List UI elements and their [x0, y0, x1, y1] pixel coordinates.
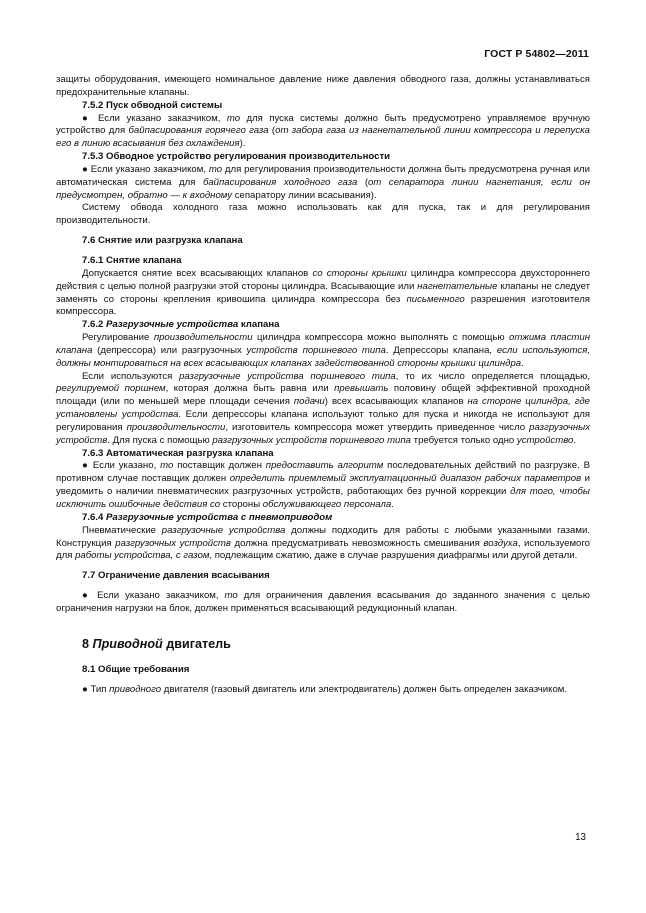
italic-text: производительности: [153, 332, 253, 344]
italic-text: Разгрузочные устройства: [106, 319, 239, 331]
italic-text: на стороне цилиндра, где установлены устройства: [56, 396, 590, 421]
text-run: 7.6.1 Снятие клапана: [82, 254, 182, 266]
text-run: 7.6 Снятие или разгрузка клапана: [82, 235, 243, 247]
text-run: цилиндра компрессора можно выполнять с помощью: [252, 332, 510, 344]
italic-text: работы устройства, с газом: [75, 550, 210, 562]
text-run: поставщик должен: [173, 460, 266, 472]
italic-text: определить приемлемый эксплуатационный диапазон рабочих параметров: [229, 473, 582, 485]
text-run: половину общей эффективной проходной площади (или по меньшей мере площади сечения: [56, 383, 590, 408]
italic-text: производительности: [126, 421, 226, 433]
text-run: (депрессора) или разгрузочных: [92, 344, 247, 356]
text-run: , подлежащим сжатию, даже в случае разрушения диафрагмы или другой детали.: [209, 550, 578, 562]
italic-text: превышать: [334, 383, 389, 395]
text-run: ● Если указано заказчиком,: [82, 590, 225, 602]
text-run: .: [521, 357, 524, 369]
spacer: [56, 583, 590, 590]
text-run: 8.1 Общие требования: [82, 663, 190, 675]
text-run: , которая должна быть равна или: [165, 383, 335, 395]
italic-text: нагнетательные: [417, 280, 498, 292]
italic-text: отжима пластин клапана: [56, 332, 590, 356]
paragraph: [56, 74, 590, 100]
paragraph: [56, 684, 590, 697]
italic-text: разгрузочных устройств: [115, 537, 231, 549]
text-run: ).: [239, 138, 246, 150]
subsection-heading: [56, 570, 590, 583]
clause-heading: [56, 100, 590, 113]
spacer: [56, 677, 590, 684]
text-run: цилиндра компрессора двухстороннего действия с целью полной разгрузки этой стороны цилиндра. Всасывающие или: [56, 267, 590, 292]
text-run: .: [391, 499, 394, 510]
text-run: должны подходить для работы с любыми указанными газами. Конструкция: [56, 524, 590, 549]
text-run: 7.5.2 Пуск обводной системы: [82, 99, 223, 111]
italic-text: Приводной: [92, 636, 163, 651]
text-run: Регулирование: [82, 332, 154, 344]
text-run: 7.6.2: [82, 319, 107, 331]
italic-text: обслуживающего персонала: [262, 499, 392, 510]
clause-heading: [56, 255, 590, 268]
spacer: [56, 563, 590, 570]
text-run: ● Если указано заказчиком,: [82, 112, 227, 124]
paragraph: [56, 525, 590, 564]
text-run: для пуска системы должно быть предусмотрено управляемое вручную устройство для: [56, 112, 590, 137]
spacer: [56, 616, 590, 636]
text-run: 7.7 Ограничение давления всасывания: [82, 570, 270, 582]
italic-text: воздуха: [483, 537, 518, 549]
clause-heading: [56, 448, 590, 461]
italic-text: то: [226, 112, 241, 124]
text-run: 7.5.3 Обводное устройство регулирования производительности: [82, 151, 391, 163]
paragraph: [56, 268, 590, 319]
paragraph: [56, 202, 590, 228]
italic-text: то: [208, 163, 223, 175]
text-run: защиты оборудования, имеющего номинальное давление ниже давления обводного газа, должны устанавливаться предохранительные клапаны.: [56, 74, 590, 98]
text-run: двигателя (газовый двигатель или электродвигатель) должен быть определен заказчиком.: [161, 683, 568, 695]
italic-text: если используются, должны монтироваться на всех всасывающих клапанах задействованной стороны крышки цилиндра: [56, 344, 590, 369]
text-run: . Для пуска с помощью: [107, 434, 213, 446]
spacer: [56, 248, 590, 255]
document-code: ГОСТ Р 54802—2011: [484, 48, 589, 60]
text-run: для регулирования производительности должна быть предусмотрена ручная или автоматическая система для: [56, 163, 590, 188]
page-body: [56, 74, 590, 696]
italic-text: предоставить алгоритм: [265, 460, 384, 472]
text-run: , изготовитель компрессора может утвердить приведенное число: [225, 421, 530, 433]
text-run: двигатель: [162, 636, 231, 651]
text-run: ) всех всасывающих клапанов: [324, 396, 468, 408]
paragraph: [56, 590, 590, 616]
clause-heading: [56, 512, 590, 525]
text-run: 7.6.4: [82, 511, 107, 523]
text-run: разрешения изготовителя компрессора.: [56, 293, 590, 318]
clause-heading: [56, 151, 590, 164]
text-run: клапаны не следует заменять со стороны крепления кривошипа цилиндра компрессора без: [56, 280, 590, 305]
text-run: Допускается снятие всех всасывающих клапанов: [82, 267, 313, 279]
text-run: ● Если указано заказчиком,: [82, 163, 209, 175]
italic-text: то: [224, 590, 238, 602]
text-run: клапана: [238, 319, 280, 331]
text-run: . Если депрессоры клапана используют только для пуска и никогда не используют для регулирования: [56, 409, 591, 433]
italic-text: разгрузочные устройства: [161, 524, 286, 536]
italic-text: регулируемой поршнем: [56, 383, 166, 395]
italic-text: приводного: [109, 683, 162, 695]
italic-text: подачи: [293, 396, 325, 408]
text-run: , то их число определяется площадью,: [395, 370, 590, 382]
subsection-heading: [56, 664, 590, 677]
italic-text: от сепаратора линии нагнетания, если он предусмотрен, обратно — к входному: [56, 176, 591, 201]
text-run: (: [268, 125, 276, 137]
text-run: и уведомить о наличии пневматических разгрузочных устройств, работающих без ручной коррекции: [56, 473, 591, 498]
spacer: [56, 228, 590, 235]
italic-text: устройство: [516, 434, 574, 446]
text-run: Систему обвода холодного газа можно использовать как для пуска, так и для регулирования производительности.: [56, 202, 590, 227]
italic-text: для того, чтобы исключить ошибочные действия со: [56, 486, 590, 510]
text-run: должна предусматривать невозможность смешивания: [230, 537, 484, 549]
italic-text: разгрузочные устройства поршневого типа: [179, 370, 396, 382]
paragraph: [56, 460, 590, 511]
text-run: ● Если указано,: [82, 460, 161, 472]
page-number: 13: [575, 832, 586, 843]
paragraph: [56, 332, 590, 371]
italic-text: байпасирования горячего газа: [128, 125, 269, 137]
paragraph: [56, 164, 590, 203]
text-run: (: [357, 176, 369, 188]
italic-text: разгрузочных устройств поршневого типа: [212, 434, 412, 446]
text-run: . Депрессоры клапана,: [385, 344, 497, 356]
text-run: Если используются: [82, 370, 180, 382]
italic-text: байпасирования холодного газа: [202, 176, 358, 188]
text-run: для ограничения давления всасывания до заданного значения с целью ограничения нагрузки на блок, должен применяться всасывающий редукционный клапан.: [56, 590, 590, 614]
italic-text: разгрузочных устройств: [56, 421, 590, 446]
text-run: ● Тип: [82, 683, 110, 695]
text-run: сепаратору линии всасывания).: [232, 189, 377, 201]
subsection-heading: [56, 235, 590, 248]
text-run: .: [573, 434, 576, 446]
italic-text: Разгрузочные устройства с пневмоприводом: [106, 511, 333, 523]
section-heading: [56, 636, 590, 652]
paragraph: [56, 371, 590, 448]
italic-text: устройств поршневого типа: [246, 344, 386, 356]
italic-text: со стороны крышки: [312, 267, 407, 279]
clause-heading: [56, 319, 590, 332]
text-run: 7.6.3 Автоматическая разгрузка клапана: [82, 447, 274, 459]
spacer: [56, 652, 590, 664]
text-run: 8: [82, 636, 93, 651]
italic-text: письменного: [406, 293, 465, 305]
italic-text: то: [160, 460, 174, 472]
paragraph: [56, 113, 590, 152]
text-run: последовательных действий по разгрузке. В противном случае поставщик должен: [56, 460, 590, 485]
italic-text: от забора газа из нагнетательной линии компрессора и перепуска его в линию всасывания без охлаждения: [56, 125, 590, 150]
text-run: стороны: [220, 499, 263, 510]
text-run: требуется только одно: [411, 434, 517, 446]
text-run: , используемого для: [56, 537, 590, 562]
text-run: Пневматические: [82, 524, 162, 536]
